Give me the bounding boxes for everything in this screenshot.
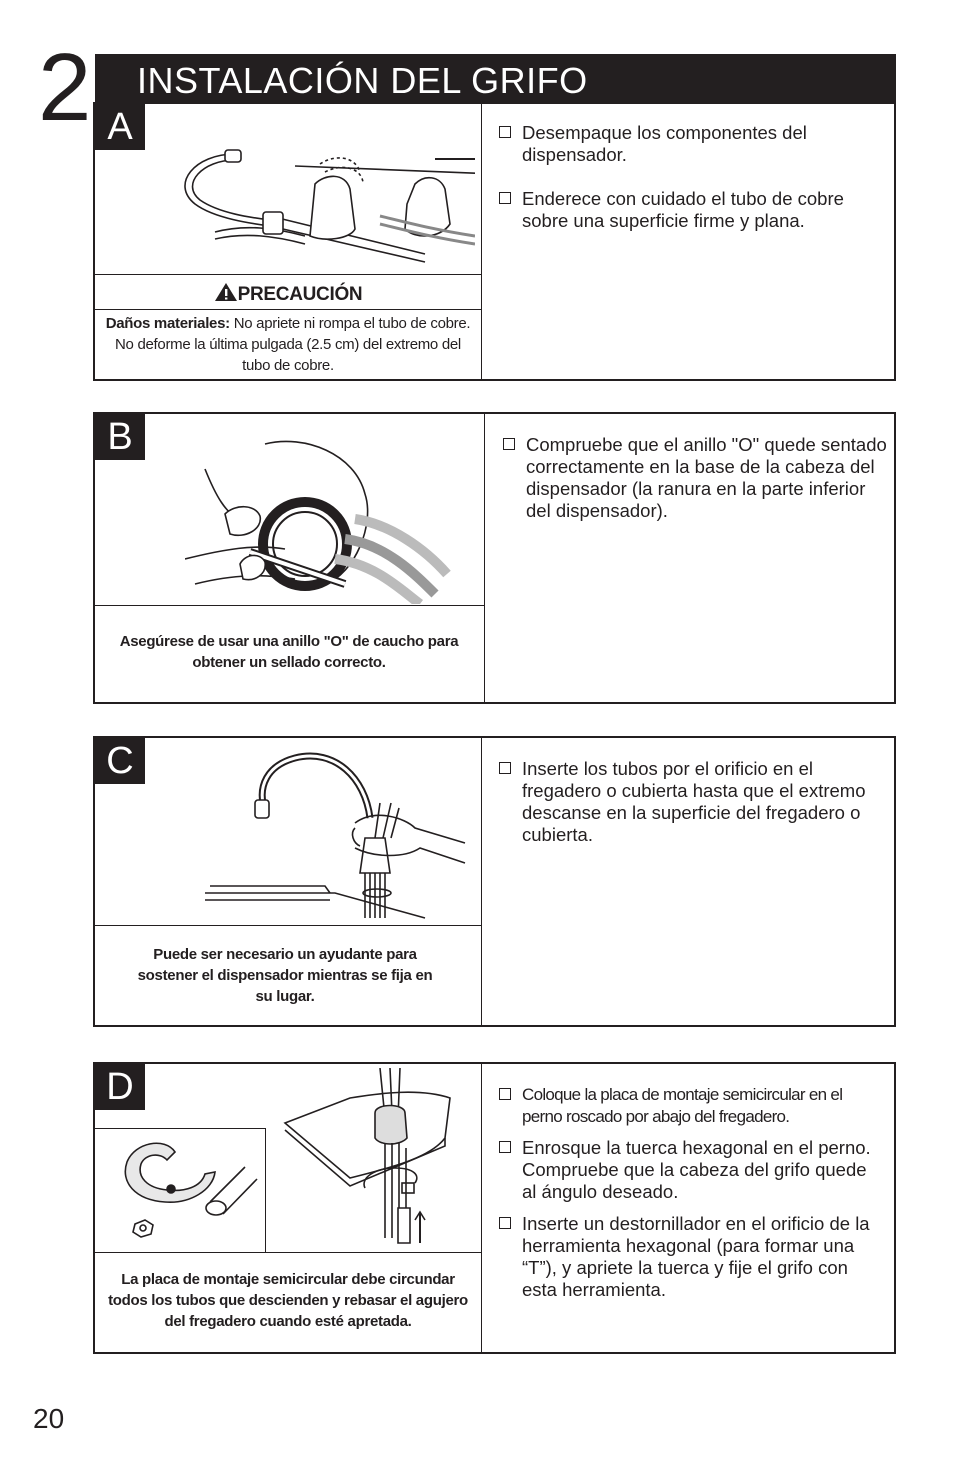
checkbox-icon: [499, 1141, 511, 1153]
panel-c: [93, 736, 896, 1027]
checklist-item: [499, 758, 879, 846]
panel-c-note: Puede ser necesario un ayudante para sostener el dispensador mientras se fija en su lugar.: [137, 946, 433, 1005]
panel-b: [93, 412, 896, 704]
panel-d-steps: [499, 1084, 884, 1311]
section-title-bar: [95, 54, 896, 104]
checkbox-icon: [499, 126, 511, 138]
straighten-tube-illustration: [175, 144, 475, 274]
checklist-item: [499, 188, 844, 232]
section-title: INSTALACIÓN DEL GRIFO: [137, 60, 588, 101]
checkbox-icon: [503, 438, 515, 450]
panel-d-note: La placa de montaje semicircular debe circundar todos los tubos que descienden y rebasar el agujero del fregadero cuando esté apretada.: [108, 1271, 468, 1330]
checklist-item: [499, 1137, 884, 1203]
panel-a-letter: A: [95, 104, 145, 150]
panel-b-steps: [503, 434, 888, 544]
panel-d-letter: D: [95, 1064, 145, 1110]
checkbox-icon: [499, 1088, 511, 1100]
panel-a-steps: [499, 122, 844, 254]
step-text: Coloque la placa de montaje semicircular en el perno roscado por abajo del fregadero.: [522, 1085, 843, 1126]
checklist-item: [503, 434, 888, 522]
checkbox-icon: [499, 1217, 511, 1229]
step-text: Enderece con cuidado el tubo de cobre sobre una superficie firme y plana.: [522, 188, 844, 231]
page-number: 20: [33, 1403, 65, 1434]
step-text: Inserte un destornillador en el orificio de la herramienta hexagonal (para formar una “T”), y apriete la tuerca y fije el grifo con esta herramienta.: [522, 1213, 870, 1300]
panel-b-letter: B: [95, 414, 145, 460]
insert-tubes-illustration: [205, 748, 475, 923]
o-ring-illustration: [185, 434, 465, 604]
caution-heading: [95, 282, 481, 306]
panel-c-steps: [499, 758, 879, 868]
step-text: Desempaque los componentes del dispensador.: [522, 122, 807, 165]
caution-title: PRECAUCIÓN: [237, 284, 363, 305]
caution-text: [103, 313, 473, 376]
checklist-item: [499, 122, 844, 166]
step-text: Compruebe que el anillo "O" quede sentado correctamente en la base de la cabeza del dispensador (la ranura en la parte inferior del dispensador).: [526, 434, 887, 521]
caution-lead: Daños materiales:: [105, 315, 230, 332]
panel-b-note: Asegúrese de usar una anillo "O" de caucho para obtener un sellado correcto.: [119, 633, 459, 671]
panel-c-letter: C: [95, 738, 145, 784]
panel-d: [93, 1062, 896, 1354]
caution-body: No apriete ni rompa el tubo de cobre. No deforme la última pulgada (2.5 cm) del extremo del tubo de cobre.: [115, 315, 471, 374]
sink-mount-illustration: [280, 1068, 475, 1250]
warning-icon: [214, 282, 238, 302]
checkbox-icon: [499, 192, 511, 204]
step-text: Inserte los tubos por el orificio en el fregadero o cubierta hasta que el extremo descanse en la superficie del fregadero o cubierta.: [522, 758, 866, 845]
checklist-item: [499, 1213, 884, 1301]
step-number: 2: [38, 34, 92, 141]
step-text: Enrosque la tuerca hexagonal en el perno. Compruebe que la cabeza del grifo quede al ángulo deseado.: [522, 1137, 871, 1202]
checklist-item: [499, 1084, 884, 1127]
mounting-plate-illustration: [105, 1132, 260, 1247]
panel-a: [93, 102, 896, 381]
checkbox-icon: [499, 762, 511, 774]
